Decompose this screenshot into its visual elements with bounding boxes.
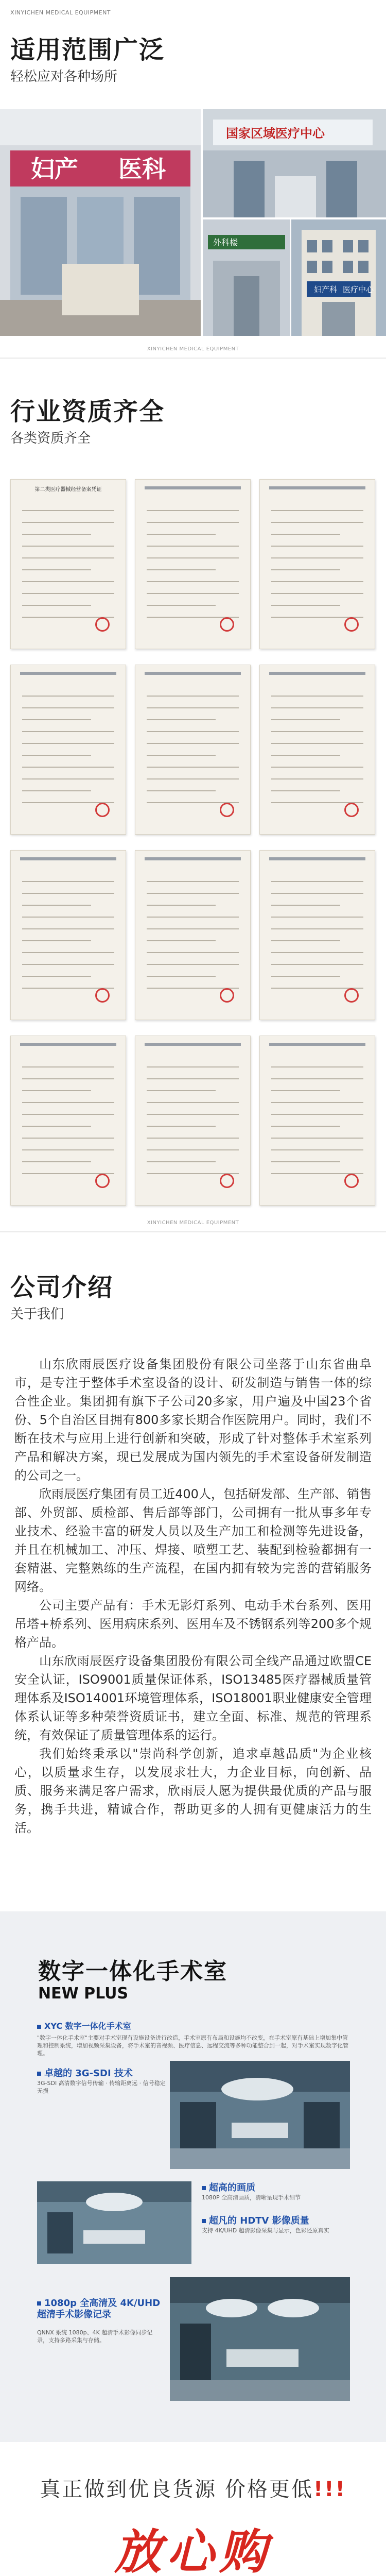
certificate-text-line bbox=[22, 581, 114, 582]
certificate-text-line bbox=[147, 605, 216, 606]
certificate-image bbox=[259, 665, 375, 835]
certificate-text-line bbox=[271, 790, 340, 791]
photo-operating-room-1 bbox=[170, 2061, 350, 2169]
certificate-text-line bbox=[22, 546, 114, 547]
certificate-header-bar bbox=[145, 1043, 241, 1046]
certificate-text-line bbox=[147, 731, 238, 732]
certificate-text-line bbox=[147, 940, 216, 941]
certificate-text-line bbox=[147, 743, 238, 744]
certificate-seal-icon bbox=[220, 617, 234, 632]
certificate-text-line bbox=[147, 1126, 216, 1127]
certificate-text-line bbox=[147, 1161, 216, 1162]
certificate-image bbox=[135, 665, 251, 835]
certificate-text-line bbox=[147, 1066, 238, 1067]
exclaim-marks: !!! bbox=[313, 2478, 346, 2501]
certificate-seal-icon bbox=[344, 1174, 359, 1188]
sign-gynecology: 妇产科 bbox=[314, 285, 338, 294]
certificate-text-line bbox=[147, 1078, 238, 1079]
certificate-text-line bbox=[22, 778, 114, 779]
certificate-text-line bbox=[271, 976, 340, 977]
product-intro-desc: "数字一体化手术室"主要对手术室现有设施设备进行改造，手术室原有布局和设施均不改变，在手术室原有基础上增加集中管理和控制系统，增加视频采集设备，将手术室的音视频、医疗信息、远程交流等多种功能整合到一起，对手术室实现数字化管理。 bbox=[37, 2035, 348, 2057]
certificate-image bbox=[10, 850, 126, 1020]
certificate-text-line bbox=[271, 743, 363, 744]
certificate-text-line bbox=[22, 755, 91, 756]
certificate-text-line bbox=[22, 893, 114, 894]
certificate-text-line bbox=[147, 581, 238, 582]
certificate-text-line bbox=[271, 569, 340, 570]
certificate-text-line bbox=[271, 1114, 363, 1115]
certificate-text-line bbox=[147, 755, 216, 756]
photo-operating-room-3 bbox=[170, 2277, 350, 2401]
certificate-text-line bbox=[22, 976, 91, 977]
certificate-text-line bbox=[22, 1078, 114, 1079]
section-title-company: 公司介绍 bbox=[10, 1273, 114, 1302]
certificate-text-line bbox=[22, 952, 114, 953]
certificate-text-line bbox=[147, 1090, 216, 1091]
certificate-text-line bbox=[147, 881, 238, 882]
certificate-seal-icon bbox=[95, 1174, 110, 1188]
feature-desc-quality: 1080P 全高清画质，清晰呈现手术细节 bbox=[202, 2194, 301, 2201]
photo-hospital-entrance bbox=[0, 109, 201, 336]
certificate-text-line bbox=[22, 1090, 91, 1091]
intro-paragraph: 山东欣雨辰医疗设备集团股份有限公司全线产品通过欧盟CE安全认证，ISO9001质量保证体系，ISO13485医疗器械质量管理体系及ISO14001环境管理体系，ISO18001职业健康安全管理体系认证等多种荣誉资质证书，建立全面、标准、规范的管理系统，有效保证了质量管理体系的运行。 bbox=[14, 1654, 372, 1742]
bullet-icon bbox=[37, 2301, 41, 2306]
certificate-text-line bbox=[22, 510, 114, 511]
section-title-scope: 适用范围广泛 bbox=[10, 36, 165, 64]
certificate-text-line bbox=[147, 522, 238, 523]
certificate-text-line bbox=[271, 1066, 363, 1067]
certificate-text-line bbox=[271, 778, 363, 779]
section-title-qualification: 行业资质齐全 bbox=[10, 397, 165, 426]
certificate-text-line bbox=[271, 510, 363, 511]
product-subtitle: NEW PLUS bbox=[38, 1985, 129, 2003]
certificate-text-line bbox=[22, 557, 114, 558]
certificate-text-line bbox=[147, 917, 238, 918]
certificate-text-line bbox=[271, 905, 340, 906]
certificate-text-line bbox=[22, 905, 91, 906]
sign-regional-center: 国家区域医疗中心 bbox=[226, 126, 325, 141]
certificate-text-line bbox=[22, 696, 114, 697]
certificate-text-line bbox=[147, 928, 238, 929]
intro-paragraph: 公司主要产品有：手术无影灯系列、电动手术台系列、医用吊塔+桥系列、医用病床系列、医用车及不锈钢系列等200多个规格产品。 bbox=[14, 1598, 372, 1650]
certificate-text-line bbox=[22, 928, 114, 929]
sign-medical: 医科 bbox=[118, 155, 166, 183]
certificate-text-line bbox=[271, 557, 363, 558]
certificate-text-line bbox=[22, 707, 114, 708]
certificate-header-bar bbox=[145, 486, 241, 489]
certificate-text-line bbox=[271, 755, 340, 756]
bullet-icon bbox=[202, 2219, 206, 2223]
certificate-text-line bbox=[22, 534, 91, 535]
promo-slogan: 真正做到优良货源 价格更低!!! bbox=[40, 2478, 346, 2501]
certificate-text-line bbox=[271, 893, 363, 894]
photo-medical-center-lobby bbox=[203, 109, 386, 217]
product-title: 数字一体化手术室 bbox=[38, 1958, 227, 1985]
certificate-seal-icon bbox=[95, 988, 110, 1003]
certificate-text-line bbox=[271, 719, 340, 720]
sign-surgery: 外科楼 bbox=[213, 238, 238, 247]
certificate-text-line bbox=[147, 696, 238, 697]
certificate-seal-icon bbox=[220, 988, 234, 1003]
certificate-text-line bbox=[147, 1138, 238, 1139]
certificate-text-line bbox=[22, 593, 114, 594]
certificate-header-bar bbox=[269, 486, 365, 489]
certificate-text-line bbox=[147, 569, 216, 570]
certificate-text-line bbox=[271, 1161, 340, 1162]
certificate-text-line bbox=[147, 593, 238, 594]
certificate-seal-icon bbox=[220, 803, 234, 817]
certificate-header-bar bbox=[20, 672, 116, 675]
photo-hospital-building bbox=[291, 219, 386, 336]
certificate-header-bar bbox=[20, 1043, 116, 1046]
certificate-text-line bbox=[22, 731, 114, 732]
certificate-image bbox=[135, 850, 251, 1020]
certificate-seal-icon bbox=[344, 803, 359, 817]
brand-label-cert: XINYICHEN MEDICAL EQUIPMENT bbox=[147, 1220, 239, 1226]
section-subtitle-scope: 轻松应对各种场所 bbox=[10, 69, 118, 84]
brand-label-mid: XINYICHEN MEDICAL EQUIPMENT bbox=[147, 346, 239, 352]
certificate-text-line bbox=[147, 905, 216, 906]
feature-desc-3gsdi: 3G-SDI 高清数字信号传输 · 传输距离远 · 信号稳定无损 bbox=[37, 2080, 166, 2094]
certificate-text-line bbox=[271, 940, 340, 941]
certificate-text-line bbox=[22, 790, 91, 791]
certificate-header-bar bbox=[20, 857, 116, 860]
certificate-text-line bbox=[22, 1066, 114, 1067]
certificate-text-line bbox=[271, 917, 363, 918]
certificate-text-line bbox=[22, 1126, 91, 1127]
bullet-icon bbox=[37, 2025, 41, 2029]
certificate-text-line bbox=[147, 964, 238, 965]
certificate-text-line bbox=[147, 976, 216, 977]
certificate-text-line bbox=[147, 534, 216, 535]
certificate-image bbox=[135, 479, 251, 649]
feature-title-quality: 超高的画质 bbox=[202, 2180, 255, 2194]
certificate-heading: 第二类医疗器械经营备案凭证 bbox=[34, 487, 102, 493]
certificate-text-line bbox=[22, 569, 91, 570]
certificate-text-line bbox=[22, 940, 91, 941]
certificate-text-line bbox=[147, 1114, 238, 1115]
certificate-header-bar bbox=[145, 672, 241, 675]
certificate-text-line bbox=[271, 534, 340, 535]
certificate-image bbox=[259, 1036, 375, 1206]
certificate-seal-icon bbox=[95, 617, 110, 632]
certificate-text-line bbox=[271, 1090, 340, 1091]
feature-title-3gsdi: 卓越的 3G-SDI 技术 bbox=[37, 2066, 133, 2079]
certificate-text-line bbox=[271, 731, 363, 732]
certificate-text-line bbox=[147, 1102, 238, 1103]
section-divider bbox=[0, 358, 386, 359]
certificate-text-line bbox=[147, 557, 238, 558]
photo-surgery-building bbox=[203, 219, 290, 336]
certificate-text-line bbox=[271, 1126, 340, 1127]
certificate-text-line bbox=[147, 790, 216, 791]
certificate-text-line bbox=[147, 510, 238, 511]
certificate-image bbox=[259, 850, 375, 1020]
certificate-text-line bbox=[147, 1149, 238, 1150]
intro-paragraph: 我们始终秉承以"崇尚科学创新，追求卓越品质"为企业核心，以质量求生存，以发展求壮大，力企业目标，向创新、品质、服务来满足客户需求，欣雨辰人愿为提供最优质的产品与服务，携手共进，精诚合作，帮助更多的人拥有更健康活力的生活。 bbox=[14, 1747, 372, 1835]
certificate-header-bar bbox=[269, 857, 365, 860]
certificate-text-line bbox=[22, 964, 114, 965]
certificate-text-line bbox=[271, 605, 340, 606]
certificate-text-line bbox=[271, 1078, 363, 1079]
certificate-image bbox=[10, 1036, 126, 1206]
feature-title-4k: 1080p 全高清及 4K/UHD 超清手术影像记录 bbox=[37, 2298, 161, 2320]
certificate-text-line bbox=[22, 719, 91, 720]
certificate-text-line bbox=[22, 1149, 114, 1150]
certificate-seal-icon bbox=[344, 988, 359, 1003]
section-subtitle-qualification: 各类资质齐全 bbox=[10, 431, 91, 446]
certificate-text-line bbox=[147, 719, 216, 720]
certificate-text-line bbox=[22, 743, 114, 744]
certificate-text-line bbox=[147, 767, 238, 768]
certificate-header-bar bbox=[145, 857, 241, 860]
certificate-seal-icon bbox=[95, 803, 110, 817]
certificate-text-line bbox=[22, 1138, 114, 1139]
section-divider bbox=[0, 1231, 386, 1232]
feature-title-hdtv: 超凡的 HDTV 影像质量 bbox=[202, 2213, 309, 2227]
photo-operating-room-2 bbox=[37, 2181, 191, 2264]
certificate-text-line bbox=[147, 893, 238, 894]
certificate-text-line bbox=[147, 546, 238, 547]
certificate-text-line bbox=[271, 522, 363, 523]
company-intro bbox=[14, 1355, 372, 1837]
sign-center: 医疗中心 bbox=[343, 285, 374, 294]
certificate-text-line bbox=[22, 1102, 114, 1103]
certificate-text-line bbox=[271, 1138, 363, 1139]
certificate-text-line bbox=[147, 778, 238, 779]
certificate-seal-icon bbox=[220, 1174, 234, 1188]
certificate-text-line bbox=[271, 581, 363, 582]
certificate-text-line bbox=[22, 605, 91, 606]
sign-obstetrics: 妇产 bbox=[31, 155, 78, 183]
intro-paragraph: 欣雨辰医疗集团有员工近400人，包括研发部、生产部、销售部、外贸部、质检部、售后部等部门，公司拥有一批从事多年专业技术、经验丰富的研发人员以及生产加工和检测等先进设备，并且在机械加工、冲压、焊接、喷塑工艺、装配到检验都拥有一套精湛、完整熟练的生产流程，在国内拥有较为完善的营销服务网络。 bbox=[14, 1487, 372, 1594]
certificate-header-bar bbox=[269, 1043, 365, 1046]
certificate-text-line bbox=[22, 1161, 91, 1162]
certificate-image bbox=[10, 665, 126, 835]
certificate-text-line bbox=[22, 1114, 114, 1115]
certificate-text-line bbox=[22, 522, 114, 523]
certificate-text-line bbox=[271, 767, 363, 768]
certificate-text-line bbox=[271, 696, 363, 697]
certificate-text-line bbox=[271, 593, 363, 594]
certificate-text-line bbox=[271, 928, 363, 929]
intro-paragraph: 山东欣雨辰医疗设备集团股份有限公司坐落于山东省曲阜市，是专注于整体手术室设备的设计、研发制造与销售一体的综合性企业。集团拥有旗下子公司20多家，用户遍及中国23个省份、5个自治区目拥有800多家长期合作医院用户。同时，我们不断在技术与应用上进行创新和突破，形成了针对整体手术室系列产品和解决方案，现已发展成为国内领先的手术室设备研发制造的公司之一。 bbox=[14, 1357, 372, 1483]
certificate-text-line bbox=[22, 917, 114, 918]
bullet-icon bbox=[202, 2186, 206, 2190]
bullet-icon bbox=[37, 2072, 41, 2076]
product-intro-title: XYC 数字一体化手术室 bbox=[37, 2020, 131, 2031]
certificate-text-line bbox=[147, 707, 238, 708]
certificate-text-line bbox=[22, 767, 114, 768]
section-subtitle-company: 关于我们 bbox=[10, 1307, 64, 1322]
certificate-text-line bbox=[271, 881, 363, 882]
certificate-text-line bbox=[147, 952, 238, 953]
certificate-seal-icon bbox=[344, 617, 359, 632]
certificate-image bbox=[10, 479, 126, 649]
certificate-text-line bbox=[271, 1102, 363, 1103]
certificate-image bbox=[259, 479, 375, 649]
brand-label: XINYICHEN MEDICAL EQUIPMENT bbox=[10, 9, 111, 16]
certificate-text-line bbox=[271, 964, 363, 965]
certificate-image bbox=[135, 1036, 251, 1206]
certificate-text-line bbox=[271, 707, 363, 708]
certificate-header-bar bbox=[269, 672, 365, 675]
certificate-text-line bbox=[271, 1149, 363, 1150]
feature-desc-4k: QNNX 系统 1080p、4K 超清手术影像同步记录，支持多路采集与存储。 bbox=[37, 2329, 153, 2344]
certificate-text-line bbox=[271, 952, 363, 953]
certificate-text-line bbox=[22, 881, 114, 882]
certificate-text-line bbox=[271, 546, 363, 547]
feature-desc-hdtv: 支持 4K/UHD 超清影像采集与显示，色彩还原真实 bbox=[202, 2227, 329, 2234]
promo-headline: 放心购 bbox=[114, 2524, 272, 2576]
